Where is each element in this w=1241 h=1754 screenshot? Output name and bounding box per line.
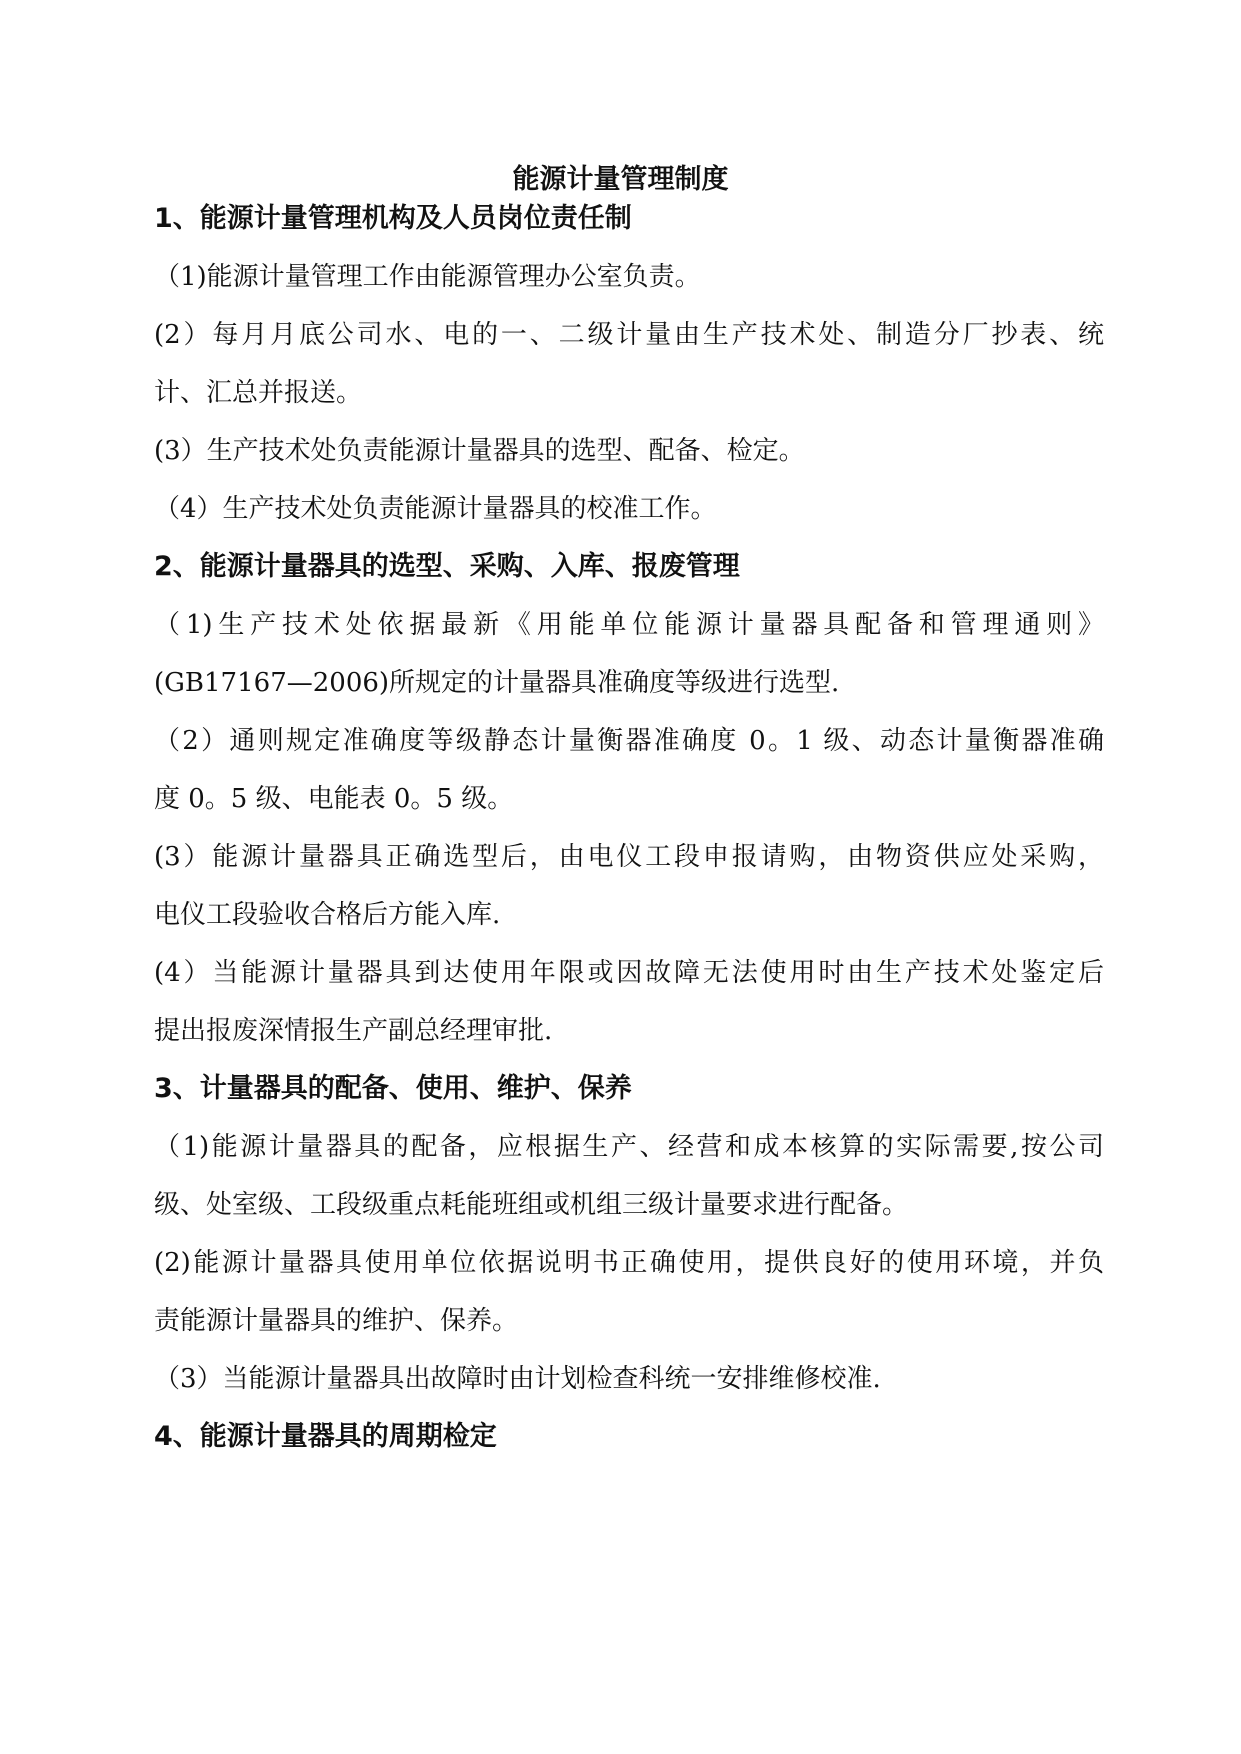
paragraph-line: 提出报废深情报生产副总经理审批. [154,1016,553,1046]
paragraph-line: (2)能源计量器具使用单位依据说明书正确使用，提供良好的使用环境，并负 [154,1248,1104,1278]
paragraph-line: (3）生产技术处负责能源计量器具的选型、配备、检定。 [154,436,805,466]
paragraph-line: 级、处室级、工段级重点耗能班组或机组三级计量要求进行配备。 [154,1190,909,1220]
document-title: 能源计量管理制度 [512,164,729,195]
paragraph-line: （1)能源计量管理工作由能源管理办公室负责。 [154,262,701,292]
paragraph-line: （3）当能源计量器具出故障时由计划检查科统一安排维修校准. [154,1364,881,1394]
paragraph-line: （4）生产技术处负责能源计量器具的校准工作。 [154,494,717,524]
paragraph-line: 责能源计量器具的维护、保养。 [154,1306,519,1336]
section-heading-3: 3、计量器具的配备、使用、维护、保养 [154,1073,632,1104]
paragraph-line: （2）通则规定准确度等级静态计量衡器准确度 0。1 级、动态计量衡器准确 [154,726,1105,756]
paragraph-line: (GB17167—2006)所规定的计量器具准确度等级进行选型. [154,668,840,698]
section-heading-4: 4、能源计量器具的周期检定 [154,1421,497,1452]
paragraph-line: 计、汇总并报送。 [154,378,363,408]
section-heading-2: 2、能源计量器具的选型、采购、入库、报废管理 [154,551,740,582]
paragraph-line: 电仪工段验收合格后方能入库. [154,900,501,930]
paragraph-line: (2）每月月底公司水、电的一、二级计量由生产技术处、制造分厂抄表、统 [154,320,1104,350]
paragraph-line: （1)能源计量器具的配备，应根据生产、经营和成本核算的实际需要,按公司 [154,1132,1104,1162]
paragraph-line: (3）能源计量器具正确选型后，由电仪工段申报请购，由物资供应处采购， [154,842,1104,872]
paragraph-line: （1)生产技术处依据最新《用能单位能源计量器具配备和管理通则》 [154,610,1104,640]
section-heading-1: 1、能源计量管理机构及人员岗位责任制 [154,203,632,234]
paragraph-line: 度 0。5 级、电能表 0。5 级。 [154,784,514,814]
paragraph-line: (4）当能源计量器具到达使用年限或因故障无法使用时由生产技术处鉴定后 [154,958,1104,988]
